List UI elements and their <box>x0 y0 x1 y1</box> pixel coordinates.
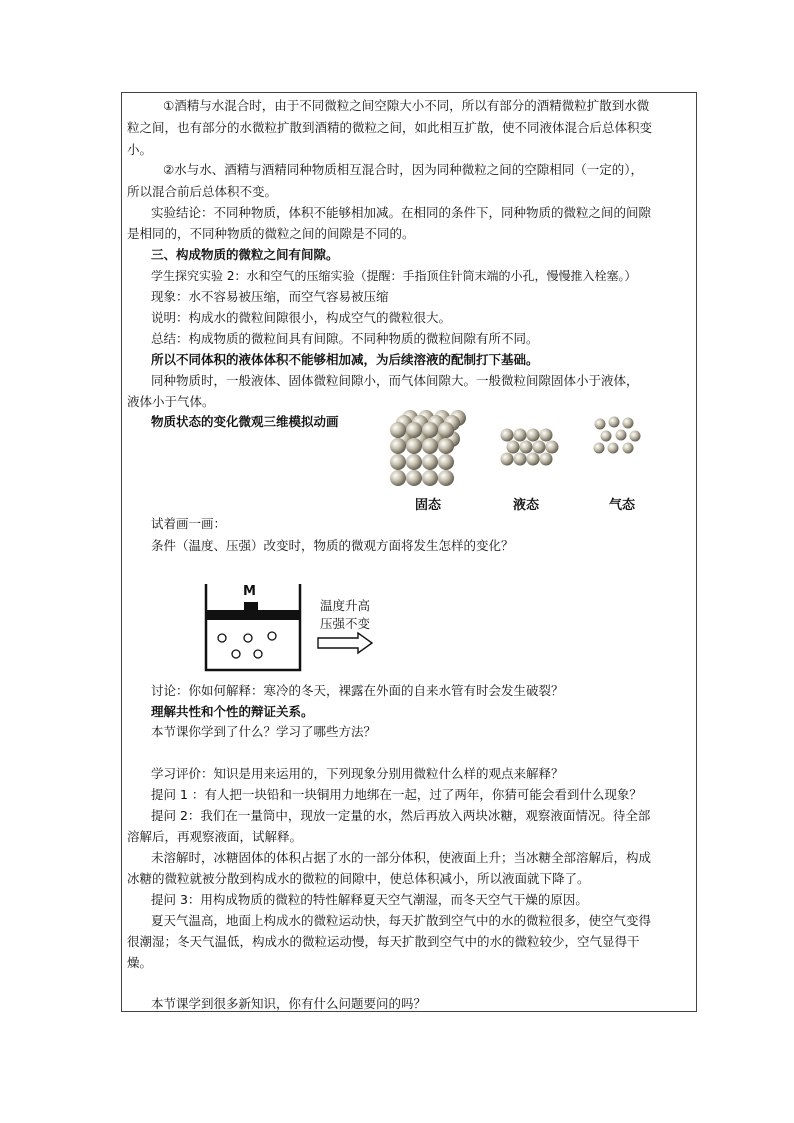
answer-3-line1: 夏天气温高，地面上构成水的微粒运动快，每天扩散到空气中的水的微粒很多，使空气变得 <box>151 913 652 928</box>
arrow-label-temperature: 温度升高 <box>320 598 371 613</box>
final-question: 本节课学到很多新知识，你有什么问题要问的吗？ <box>151 996 427 1011</box>
explanation: 说明：构成水的微粒间隙很小，构成空气的微粒很大。 <box>151 310 452 325</box>
condition-question: 条件（温度、压强）改变时，物质的微观方面将发生怎样的变化？ <box>151 538 514 553</box>
conclusion-line2: 是相同的，不同种物质的微粒之间的间隙是不同的。 <box>127 226 415 241</box>
arrow-label-pressure: 压强不变 <box>320 616 371 631</box>
para2-line2: 所以混合前后总体积不变。 <box>127 184 278 199</box>
question-1: 提问 1 ：有人把一块铅和一块铜用力地绑在一起，过了两年，你猜可能会看到什么现象？ <box>151 787 642 802</box>
liquid-particles-image <box>501 429 559 466</box>
question-2-line1: 提问 2：我们在一量筒中，现放一定量的水，然后再放入两块冰糖，观察液面情况。待全部 <box>151 808 651 823</box>
solid-particles-image <box>390 410 466 486</box>
question-3: 提问 3：用构成物质的微粒的特性解释夏天空气潮湿，而冬天空气干燥的原因。 <box>151 892 588 907</box>
liquid-state-label: 液态 <box>513 498 540 513</box>
bold-note: 所以不同体积的液体体积不能够相加减，为后续溶液的配制打下基础。 <box>151 352 539 367</box>
evaluation: 学习评价：知识是用来运用的，下列现象分别用微粒什么样的观点来解释？ <box>151 766 564 781</box>
discussion: 讨论：你如何解释：寒冷的冬天，裸露在外面的自来水管有时会发生破裂？ <box>151 683 564 698</box>
dialectic-note: 理解共性和个性的辩证关系。 <box>151 704 314 719</box>
summary: 总结：构成物质的微粒间具有间隙。不同种物质的微粒间隙有所不同。 <box>151 331 539 346</box>
section3-title: 三、构成物质的微粒之间有间隙。 <box>151 247 339 262</box>
question-2-line2: 溶解后，再观察液面，试解释。 <box>127 829 303 844</box>
para2-line1: ②水与水、酒精与酒精同种物质相互混合时，因为同种微粒之间的空隙相同（一定的）， <box>163 162 643 177</box>
draw-prompt: 试着画一画： <box>151 516 227 531</box>
learned-question: 本节课你学到了什么？学习了哪些方法？ <box>151 724 377 739</box>
phenomenon: 现象：水不容易被压缩，而空气容易被压缩 <box>151 289 389 304</box>
solid-state-label: 固态 <box>415 498 442 513</box>
answer-2-line1: 未溶解时，冰糖固体的体积占据了水的一部分体积，使液面上升；当冰糖全部溶解后，构成 <box>151 850 652 865</box>
piston-label: M <box>243 584 256 599</box>
answer-2-line2: 冰糖的微粒就被分散到构成水的微粒的间隙中，使总体积减小，所以液面就下降了。 <box>127 871 590 886</box>
conclusion-line1: 实验结论：不同种物质，体积不能够相加减。在相同的条件下，同种物质的微粒之间的间隙 <box>151 205 652 220</box>
para1-line1: ①酒精与水混合时，由于不同微粒之间空隙大小不同，所以有部分的酒精微粒扩散到水微 <box>163 98 650 113</box>
gas-particles-image <box>594 417 641 454</box>
gas-state-label: 气态 <box>609 498 636 513</box>
answer-3-line2: 很潮湿；冬天气温低，构成水的微粒运动慢，每天扩散到空气中的水的微粒较少，空气显得干 <box>127 934 640 949</box>
answer-3-line3: 燥。 <box>127 955 153 970</box>
para1-line3: 小。 <box>127 142 153 157</box>
para1-line2: 粒之间，也有部分的水微粒扩散到酒精的微粒之间，如此相互扩散，使不同液体混合后总体积变 <box>127 120 653 135</box>
same-substance-line2: 液体小于气体。 <box>127 394 215 409</box>
experiment2: 学生探究实验 2：水和空气的压缩实验（提醒：手指顶住针筒末端的小孔，慢慢推入栓塞。） <box>151 269 637 283</box>
same-substance-line1: 同种物质时，一般液体、固体微粒间隙小，而气体间隙大。一般微粒间隙固体小于液体， <box>151 373 639 388</box>
animation-title: 物质状态的变化微观三维模拟动画 <box>151 414 339 429</box>
particle-states-illustration <box>380 410 670 490</box>
